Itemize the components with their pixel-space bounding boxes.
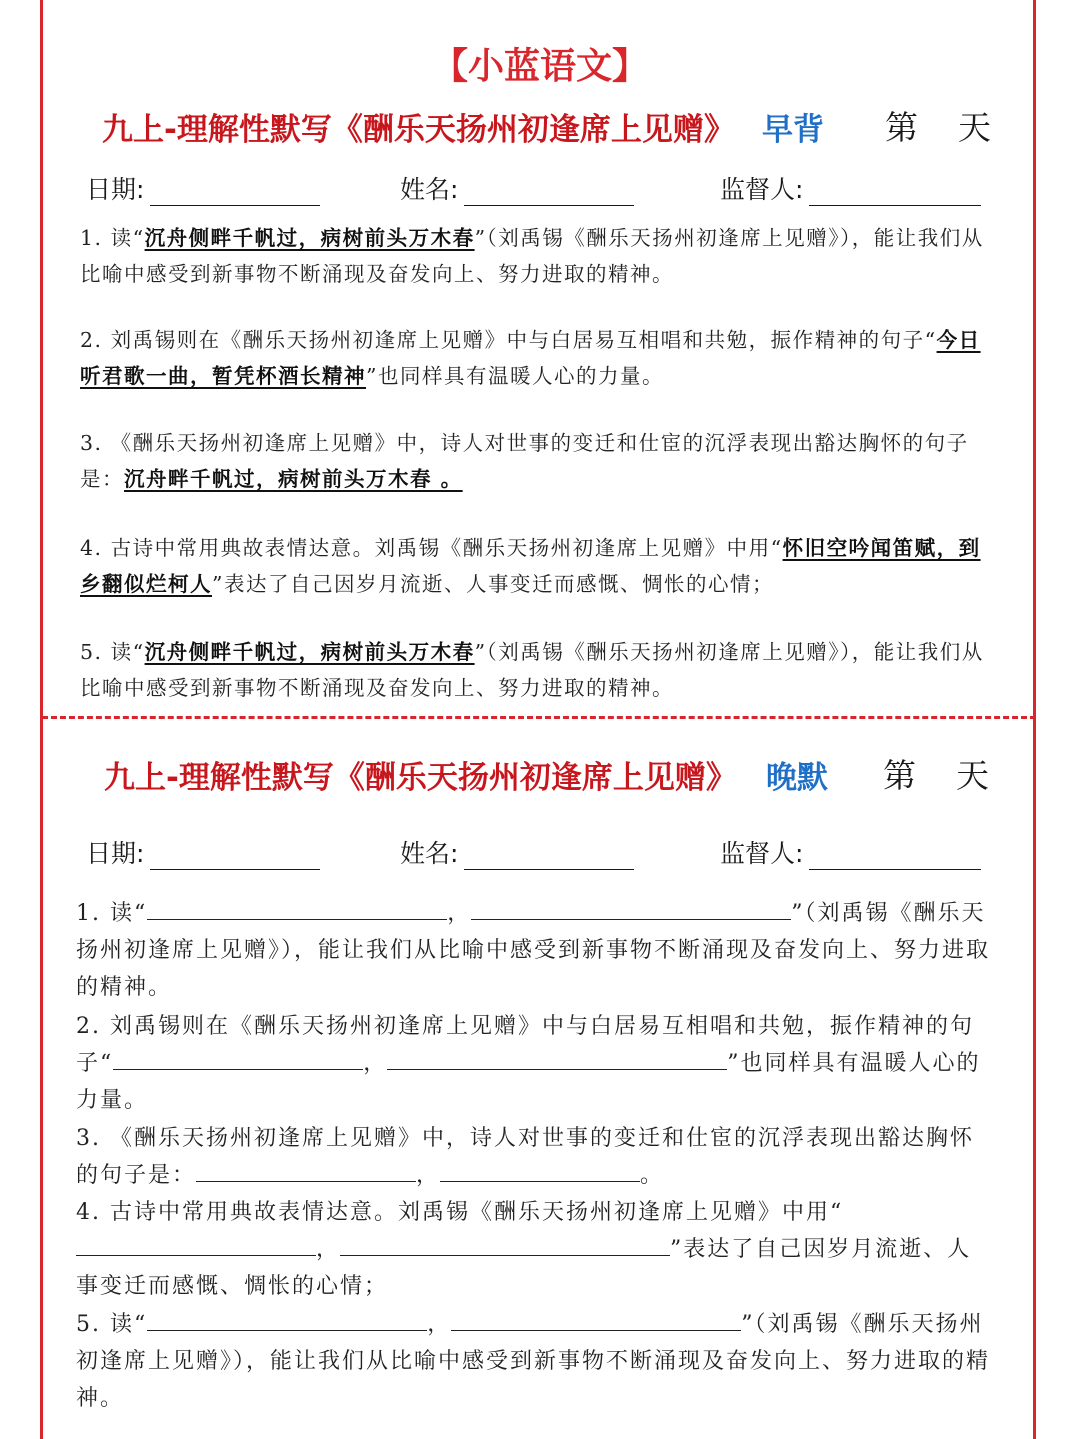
morning-title-row — [0, 104, 1080, 154]
section-divider — [42, 716, 1036, 719]
evening-day-counter: 第 天 — [883, 756, 989, 795]
morning-question-1: 1. 读“沉舟侧畔千帆过，病树前头万木春”（刘禹锡《酬乐天扬州初逢席上见赠》），能让我们从比喻中感受到新事物不断涌现及奋发向上、努力进取的精神。 — [80, 226, 984, 286]
morning-date-field[interactable]: 日期: — [86, 170, 320, 206]
answer-blank[interactable] — [340, 1233, 670, 1256]
evening-name-field[interactable]: 姓名: — [400, 834, 634, 870]
morning-day-counter: 第 天 — [885, 108, 991, 147]
evening-question-2: 2. 刘禹锡则在《酬乐天扬州初逢席上见赠》中与白居易互相唱和共勉，振作精神的句子“ ， ”也同样具有温暖人心的力量。 — [76, 1014, 981, 1113]
morning-question-3: 3. 《酬乐天扬州初逢席上见赠》中，诗人对世事的变迁和仕宦的沉浮表现出豁达胸怀的句子是：沉舟畔千帆过，病树前头万木春 。 — [80, 431, 969, 491]
evening-info-row — [0, 834, 1080, 874]
morning-question-2: 2. 刘禹锡则在《酬乐天扬州初逢席上见赠》中与白居易互相唱和共勉，振作精神的句子“今日听君歌一曲，暂凭杯酒长精神”也同样具有温暖人心的力量。 — [80, 328, 981, 388]
evening-title: 九上-理解性默写《酬乐天扬州初逢席上见赠》 — [104, 760, 737, 796]
morning-info-row — [0, 170, 1080, 210]
answer-blank[interactable] — [387, 1047, 727, 1070]
answer-text: 怀旧空吟闻笛赋，到乡翻似烂柯人 — [80, 536, 981, 596]
brand-title: 【小蓝语文】 — [431, 46, 648, 87]
morning-question-4: 4. 古诗中常用典故表情达意。刘禹锡《酬乐天扬州初逢席上见赠》中用“怀旧空吟闻笛赋，到乡翻似烂柯人”表达了自己因岁月流逝、人事变迁而感慨、惆怅的心情； — [80, 536, 981, 596]
evening-question-5: 5. 读“ ， ”（刘禹锡《酬乐天扬州初逢席上见赠》），能让我们从比喻中感受到新事物不断涌现及奋发向上、努力进取的精神。 — [76, 1306, 992, 1417]
answer-blank[interactable] — [451, 1308, 741, 1331]
answer-text: 今日听君歌一曲，暂凭杯酒长精神 — [80, 328, 981, 388]
answer-blank[interactable] — [471, 897, 791, 920]
morning-mode-label: 早背 — [762, 112, 824, 148]
evening-date-field[interactable]: 日期: — [86, 834, 320, 870]
morning-title: 九上-理解性默写《酬乐天扬州初逢席上见赠》 — [102, 112, 735, 148]
answer-text: 沉舟侧畔千帆过，病树前头万木春 — [144, 226, 475, 250]
answer-blank[interactable] — [113, 1047, 363, 1070]
answer-blank[interactable] — [440, 1159, 640, 1182]
evening-mode-label: 晚默 — [766, 760, 828, 796]
evening-question-3: 3. 《酬乐天扬州初逢席上见赠》中，诗人对世事的变迁和仕宦的沉浮表现出豁达胸怀的句子是： ， 。 — [76, 1126, 975, 1188]
answer-blank[interactable] — [196, 1159, 416, 1182]
answer-blank[interactable] — [76, 1233, 316, 1256]
answer-text: 沉舟畔千帆过，病树前头万木春 。 — [124, 467, 463, 491]
morning-supervisor-field[interactable]: 监督人: — [720, 170, 981, 206]
morning-question-5: 5. 读“沉舟侧畔千帆过，病树前头万木春”（刘禹锡《酬乐天扬州初逢席上见赠》），能让我们从比喻中感受到新事物不断涌现及奋发向上、努力进取的精神。 — [80, 640, 984, 700]
answer-blank[interactable] — [147, 897, 447, 920]
morning-name-field[interactable]: 姓名: — [400, 170, 634, 206]
evening-question-4: 4. 古诗中常用典故表情达意。刘禹锡《酬乐天扬州初逢席上见赠》中用“， ”表达了自己因岁月流逝、人事变迁而感慨、惆怅的心情； — [76, 1200, 972, 1299]
evening-supervisor-field[interactable]: 监督人: — [720, 834, 981, 870]
evening-question-1: 1. 读“ ， ”（刘禹锡《酬乐天扬州初逢席上见赠》），能让我们从比喻中感受到新事物不断涌现及奋发向上、努力进取的精神。 — [76, 895, 992, 1006]
answer-blank[interactable] — [147, 1308, 427, 1331]
evening-title-row — [0, 752, 1080, 802]
answer-text: 沉舟侧畔千帆过，病树前头万木春 — [144, 640, 475, 664]
